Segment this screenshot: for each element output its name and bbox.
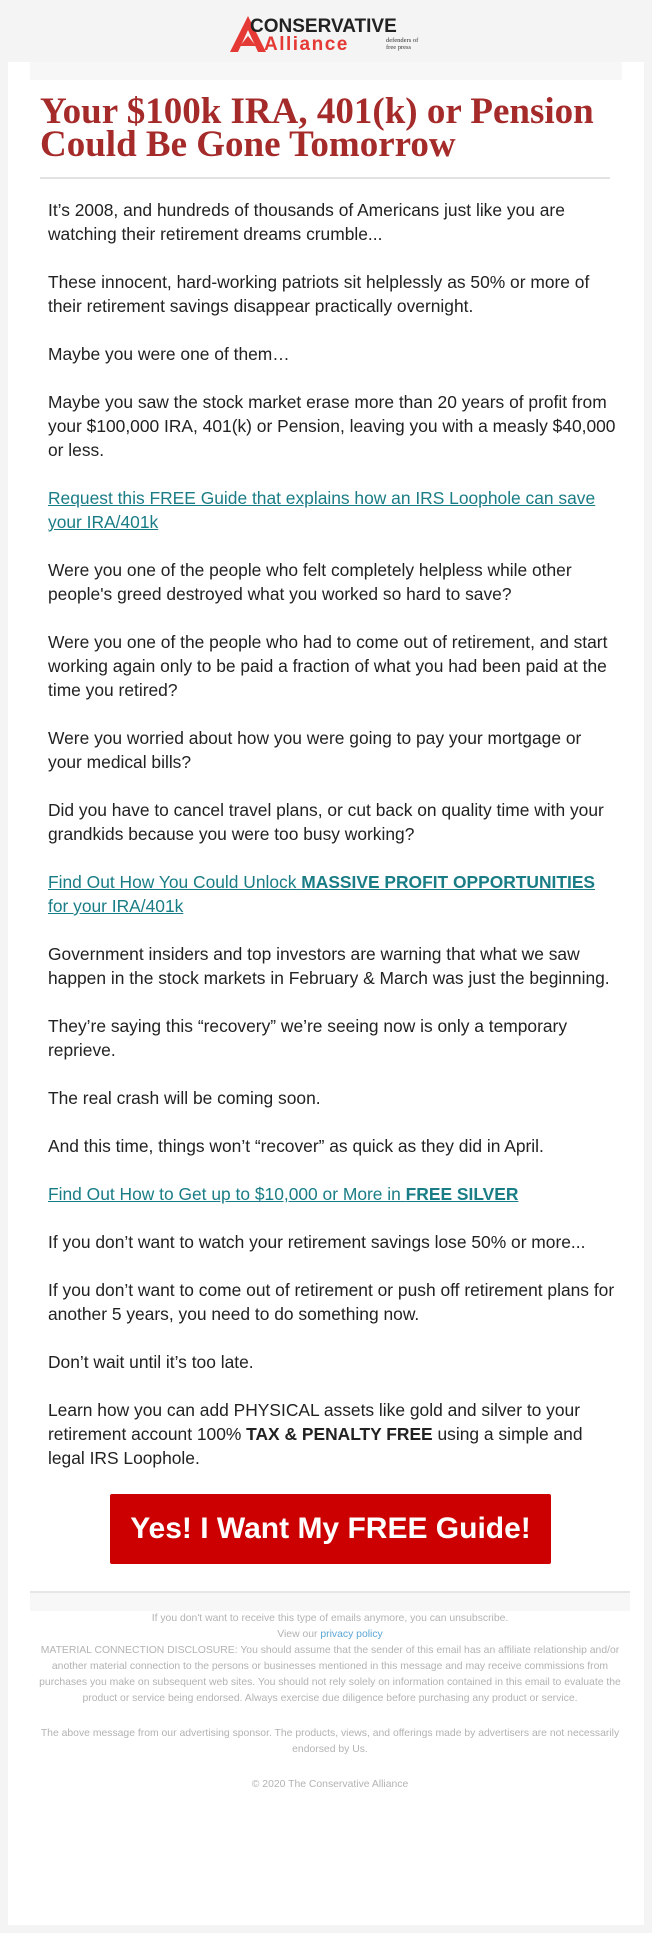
p16-text-bold: TAX & PENALTY FREE [246, 1424, 433, 1444]
paragraph: Did you have to cancel travel plans, or cut back on quality time with your grandkids because you were too busy working? [48, 800, 604, 844]
top-band [30, 62, 622, 80]
brand-tagline-line1: defenders of [386, 37, 419, 44]
material-disclosure: MATERIAL CONNECTION DISCLOSURE: You should assume that the sender of this email has an affiliate relationship and/or another material connection to the persons or businesses mentioned in this message and may receive commissions from purchases you make on subsequent web sites. You should not rely solely on information contained in this email to evaluate the product or service being endorsed. Always exercise due diligence before purchasing any product or service. [39, 1645, 621, 1704]
paragraph: Maybe you were one of them… [48, 344, 290, 364]
profit-opportunities-link[interactable] [48, 872, 595, 916]
free-guide-link-paragraph [48, 486, 618, 534]
profit-link-paragraph [48, 870, 618, 918]
privacy-line [30, 1627, 630, 1643]
paragraph: If you don’t want to come out of retirement or push off retirement plans for another 5 years, you need to do something now. [48, 1280, 615, 1324]
sponsor-notice: The above message from our advertising sponsor. The products, views, and offerings made by advertisers are not necessarily endorsed by Us. [40, 1728, 620, 1755]
paragraph: The real crash will be coming soon. [48, 1088, 321, 1108]
brand-name-line1: CONSERVATIVE [250, 16, 397, 37]
silver-link-paragraph [48, 1182, 618, 1206]
p16-text-pre: Learn how you can add PHYSICAL assets like gold and silver to your retirement account 100% [48, 1400, 580, 1444]
silver-link-text-bold: FREE SILVER [405, 1184, 519, 1204]
paragraph: It’s 2008, and hundreds of thousands of Americans just like you are watching their retirement dreams crumble... [48, 200, 565, 244]
privacy-policy-link[interactable]: privacy policy [320, 1629, 383, 1640]
conservative-alliance-logo[interactable] [230, 12, 430, 52]
footer-divider [30, 1591, 630, 1611]
paragraph: Government insiders and top investors are warning that what we saw happen in the stock markets in February & March was just the beginning. [48, 944, 610, 988]
body-content [48, 198, 618, 1494]
paragraph [48, 1398, 618, 1470]
brand-tagline-line2: free press [386, 44, 412, 51]
profit-link-text-post: for your IRA/401k [48, 896, 184, 916]
paragraph: Were you one of the people who had to come out of retirement, and start working again only to be paid a fraction of what you had been paid at the time you retired? [48, 632, 608, 700]
paragraph: These innocent, hard-working patriots sit helplessly as 50% or more of their retirement savings disappear practically overnight. [48, 272, 590, 316]
view-our-text: View our [277, 1629, 321, 1640]
paragraph: Don’t wait until it’s too late. [48, 1352, 254, 1372]
free-guide-cta-button[interactable]: Yes! I Want My FREE Guide! [110, 1494, 551, 1564]
profit-link-text-pre: Find Out How You Could Unlock [48, 872, 302, 892]
free-silver-link[interactable] [48, 1184, 518, 1204]
unsubscribe-text: If you don't want to receive this type of emails anymore, you can unsubscribe. [151, 1613, 509, 1624]
paragraph: Were you worried about how you were going to pay your mortgage or your medical bills? [48, 728, 582, 772]
paragraph: Maybe you saw the stock market erase more than 20 years of profit from your $100,000 IRA, 401(k) or Pension, leaving you with a measly $40,000 or less. [48, 392, 616, 460]
profit-link-text-bold: MASSIVE PROFIT OPPORTUNITIES [301, 872, 596, 892]
email-footer [30, 1611, 630, 1793]
paragraph: And this time, things won’t “recover” as quick as they did in April. [48, 1136, 544, 1156]
paragraph: They’re saying this “recovery” we’re seeing now is only a temporary reprieve. [48, 1016, 568, 1060]
copyright: © 2020 The Conservative Alliance [251, 1779, 409, 1790]
headline: Your $100k IRA, 401(k) or Pension Could Be Gone Tomorrow [40, 91, 594, 165]
cta-container [110, 1494, 551, 1564]
headline-divider [40, 177, 610, 179]
silver-link-text-pre: Find Out How to Get up to $10,000 or More in [48, 1184, 406, 1204]
paragraph: If you don’t want to watch your retirement savings lose 50% or more... [48, 1232, 586, 1252]
free-guide-link[interactable]: Request this FREE Guide that explains how an IRS Loophole can save your IRA/401k [48, 488, 596, 532]
email-header [0, 0, 652, 62]
brand-name-line2: Alliance [264, 34, 349, 52]
p16-text-post: using a simple and legal IRS Loophole. [48, 1424, 583, 1468]
paragraph: Were you one of the people who felt completely helpless while other people's greed destroyed what you worked so hard to save? [48, 560, 572, 604]
